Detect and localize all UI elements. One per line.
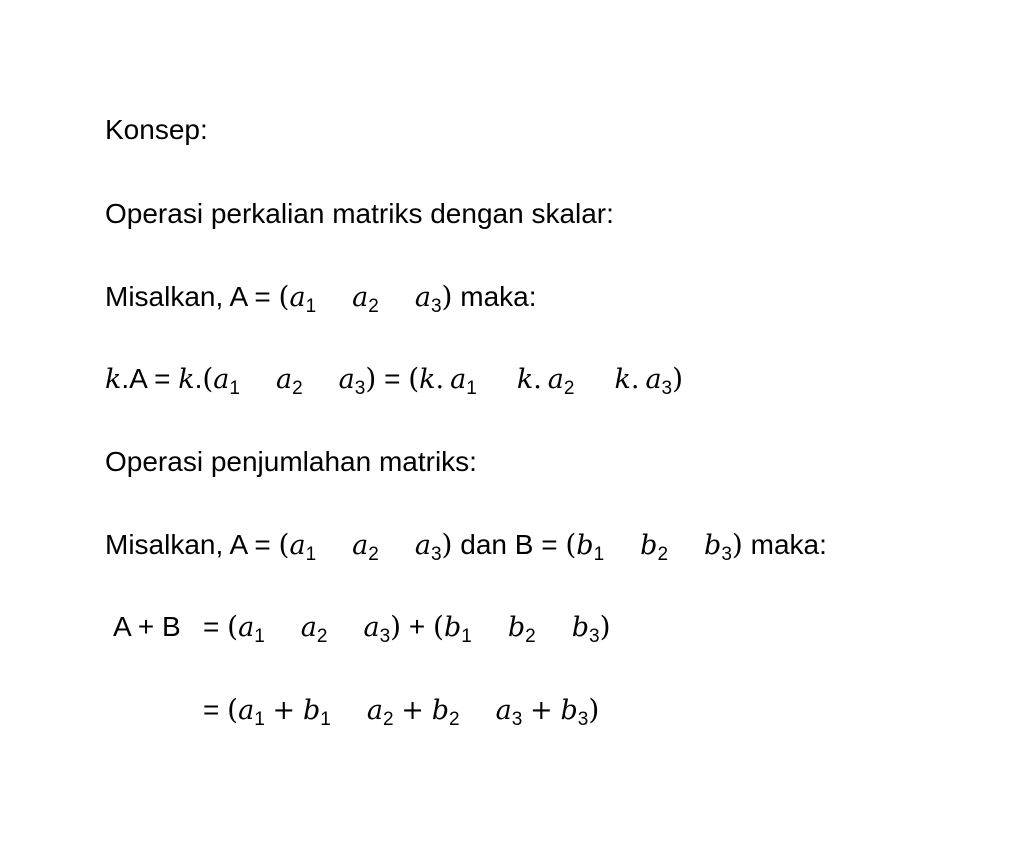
misalkan-label-2: Misalkan, A = [105,529,271,560]
dan-b-label: dan B = [460,529,558,560]
maka-label-2: maka: [750,529,827,560]
maka-label: maka: [460,281,537,312]
sum-formula-2: = ($a_1 + b_1$ $a_2 + b_2$ $a_3 + b_3$) [203,693,600,730]
heading-konsep: Konsep: [105,114,208,145]
misalkan-label: Misalkan, A = [105,281,271,312]
scalar-title: Operasi perkalian matriks dengan skalar: [105,198,614,229]
sum-definition: Misalkan, $A = (a_1$ $a_2$ $a_3$) dan $B = (b_1$ $b_2$ $b_3$) maka: [105,528,827,565]
sum-title: Operasi penjumlahan matriks: [105,446,477,477]
scalar-definition: Misalkan, $A = (a_1$ $a_2$ $a_3$) maka: [105,280,537,317]
sum-formula-1: $A + B = (a_1$ $a_2$ $a_3) + (b_1$ $b_2$ $b_3$) [105,609,611,645]
a-plus-b-label: A + B [113,611,181,642]
scalar-formula: $k.A = k.(a_1$ $a_2$ $a_3) = (k$. $a_1$ k. $a_2$ k. $a_3$) [105,362,684,399]
